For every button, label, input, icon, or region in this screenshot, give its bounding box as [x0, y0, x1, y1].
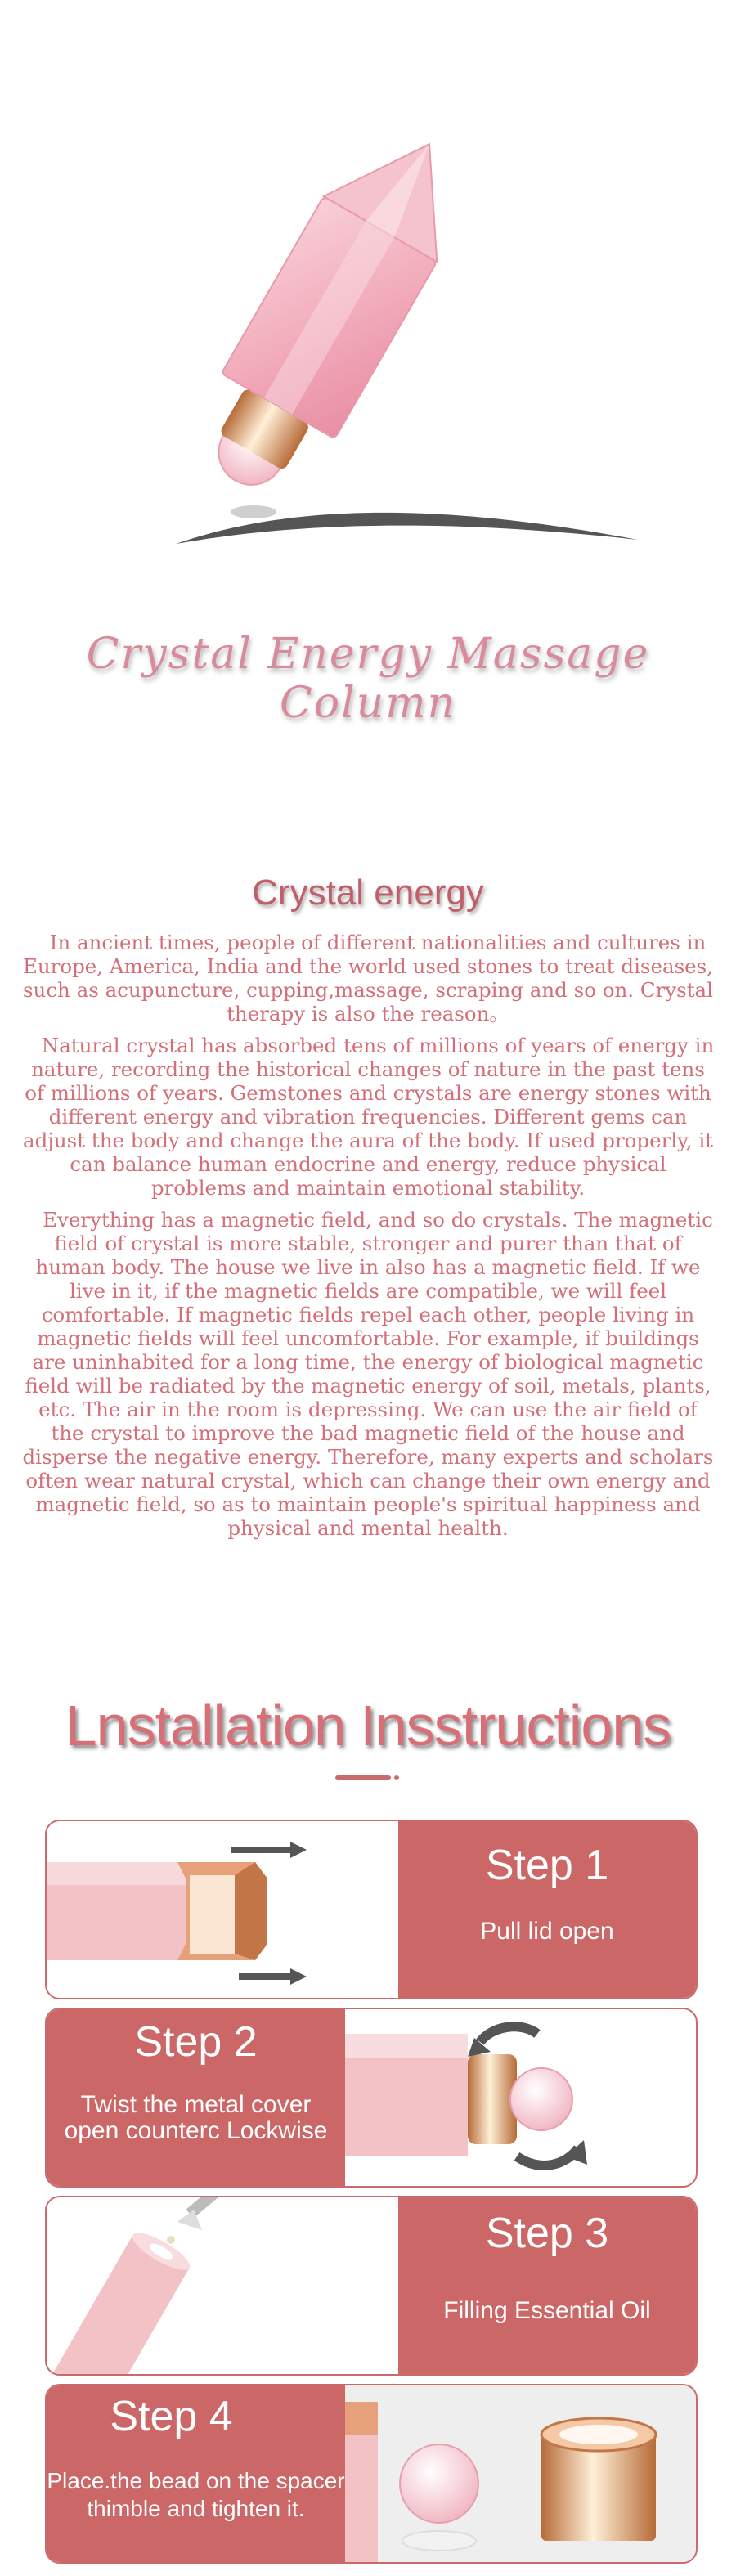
arrow-right-icon: [231, 1842, 307, 1858]
step-3-card: [45, 2196, 698, 2376]
twist-cover-illustration: [345, 2009, 696, 2186]
crystal-energy-text: [20, 931, 716, 1548]
crystal-energy-title: Crystal energy: [252, 873, 484, 913]
step-1-panel: [398, 1821, 696, 1998]
step-4-panel: [47, 2385, 345, 2562]
step-2-text-line-1: Twist the metal cover: [80, 2091, 312, 2118]
lid-pull-illustration: [47, 1821, 398, 1998]
banner-title: Crystal Energy Massage Column: [86, 630, 650, 728]
paragraph: In ancient times, people of different nationalities and cultures in Europe, America, India and the world used stones to treat diseases, such as acupuncture, cupping,massage, scraping and so on. Crystal therapy is also the reason。: [22, 931, 714, 1025]
oil-filling-illustration: [47, 2197, 398, 2374]
step-1-text: Pull lid open: [480, 1918, 614, 1945]
step-3-heading: Step 3: [485, 2210, 609, 2257]
step-4-text-line-1: Place.the bead on the spacer: [47, 2468, 345, 2493]
step-2-text-line-2: open counterc Lockwise: [64, 2117, 328, 2144]
step-4-card: [45, 2384, 698, 2564]
title-underline-dot: [394, 1775, 399, 1780]
paragraph: Everything has a magnetic field, and so do crystals. The magnetic field of crystal is more stable, stronger and purer than that of human body. The house we live in also has a magnetic field. If we live in it, if the magnetic fields are compatible, we will feel comfortable. If magnetic fields repel each other, people living in magnetic fields will feel uncomfortable. For example, if buildings are uninhabited for a long time, the energy of biological magnetic field will be radiated by the magnetic energy of soil, metals, plants, etc. The air in the room is depressing. We can use the air field of the crystal to improve the bad magnetic field of the house and disperse the negative energy. Therefore, many experts and scholars often wear natural crystal, which can change their own energy and magnetic field, so as to maintain people's spiritual happiness and physical and mental health.: [22, 1208, 714, 1540]
step-1-heading: Step 1: [485, 1842, 609, 1889]
installation-title: Lnstallation Insstructions: [65, 1694, 671, 1757]
step-2-panel: [47, 2009, 345, 2186]
step-4-heading: Step 4: [110, 2393, 233, 2440]
paragraph: Natural crystal has absorbed tens of millions of years of energy in nature, recording the historical changes of nature in the past tens of millions of years. Gemstones and crystals are energy stones with different energy and vibration frequencies. Different gems can adjust the body and change the aura of the body. If used properly, it can balance human endocrine and energy, reduce physical problems and maintain emotional stability.: [22, 1034, 715, 1200]
step-4-text-line-2: thimble and tighten it.: [87, 2496, 305, 2521]
product-hero-image: [0, 0, 736, 589]
step-3-text: Filling Essential Oil: [443, 2297, 651, 2324]
title-underline: [335, 1775, 391, 1780]
oil-drop: [167, 2236, 175, 2244]
step-3-panel: [398, 2197, 696, 2374]
arrow-right-icon: [239, 1968, 307, 1985]
step-2-heading: Step 2: [134, 2018, 258, 2066]
bead-tighten-illustration: [345, 2385, 696, 2562]
step-2-card: [45, 2008, 698, 2188]
step-1-card: [45, 1820, 698, 1999]
